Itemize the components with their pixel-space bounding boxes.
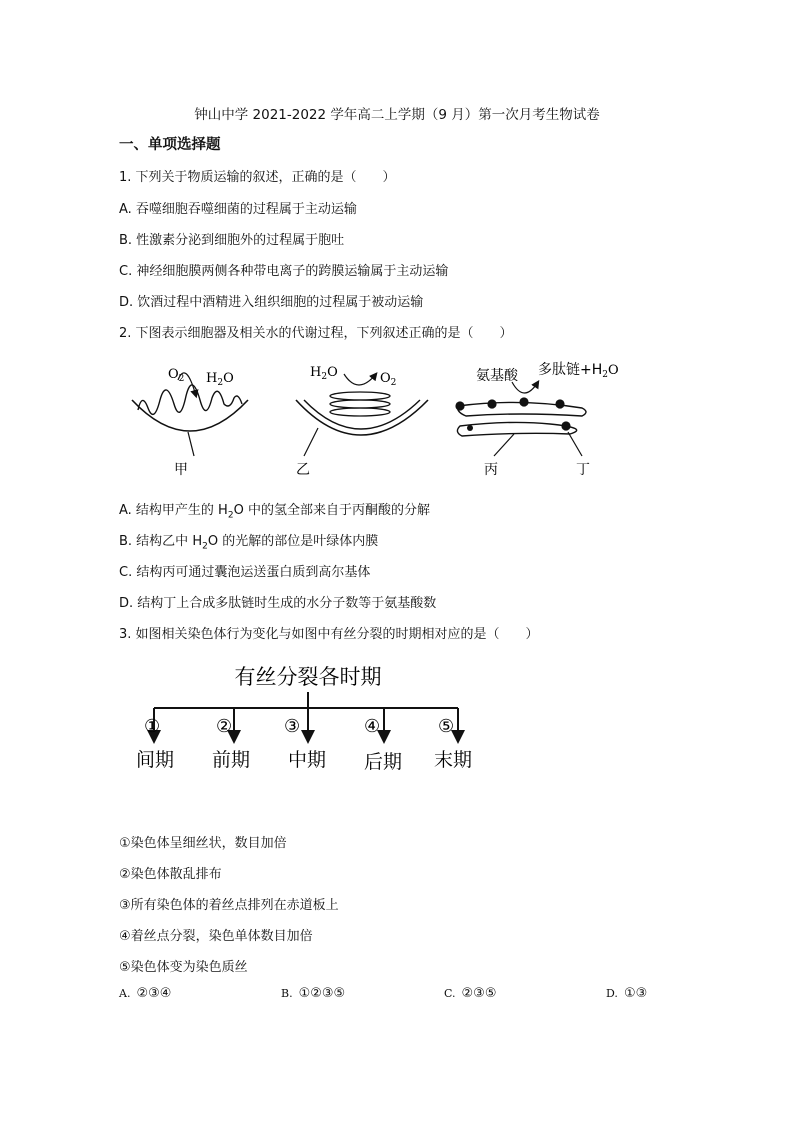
phase-1-name: 间期 bbox=[136, 749, 175, 771]
phase-3-name: 中期 bbox=[288, 749, 327, 771]
phase-4-number: ④ bbox=[364, 716, 381, 737]
mitosis-phase-figure bbox=[128, 656, 488, 776]
q2-option-d: D. 结构丁上合成多肽链时生成的水分子数等于氨基酸数 bbox=[119, 596, 437, 611]
q3-options bbox=[119, 986, 679, 1006]
q3-statement-3: ③所有染色体的着丝点排列在赤道板上 bbox=[119, 898, 339, 913]
phase-5-number: ⑤ bbox=[438, 716, 455, 737]
q1-option-d: D. 饮酒过程中酒精进入组织细胞的过程属于被动运输 bbox=[119, 295, 424, 310]
q2-option-c: C. 结构丙可通过囊泡运送蛋白质到高尔基体 bbox=[119, 565, 371, 580]
q1-option-b: B. 性激素分泌到细胞外的过程属于胞吐 bbox=[119, 233, 345, 248]
mitosis-title: 有丝分裂各时期 bbox=[234, 665, 382, 689]
bing-reactant: 氨基酸 bbox=[476, 368, 518, 384]
label-yi: 乙 bbox=[296, 462, 310, 478]
q2-option-b: B. 结构乙中 $H_2O$ 的光解的部位是叶绿体内膜 bbox=[119, 534, 379, 552]
q3-stem: 3. 如图相关染色体行为变化与如图中有丝分裂的时期相对应的是（ ） bbox=[119, 627, 539, 642]
phase-2-name: 前期 bbox=[212, 749, 251, 771]
q1-option-c: C. 神经细胞膜两侧各种带电离子的跨膜运输属于主动运输 bbox=[119, 264, 449, 279]
rough-er-bing bbox=[455, 361, 618, 478]
organelle-figure bbox=[120, 352, 640, 482]
jia-output: $H_2O$ bbox=[206, 371, 234, 388]
q3-option-d: D. ①③ bbox=[606, 986, 648, 1001]
jia-input: $O_2$ bbox=[168, 367, 185, 384]
chloroplast-yi bbox=[296, 365, 428, 478]
phase-3-number: ③ bbox=[284, 716, 301, 737]
phase-2-number: ② bbox=[216, 716, 233, 737]
q3-option-a: A. ②③④ bbox=[119, 986, 172, 1001]
q3-statement-2: ②染色体散乱排布 bbox=[119, 867, 222, 882]
bing-product: 多肽链$+H_2O$ bbox=[538, 362, 619, 380]
q3-option-c: C. ②③⑤ bbox=[444, 986, 497, 1001]
q3-statement-5: ⑤染色体变为染色质丝 bbox=[119, 960, 248, 975]
yi-input: $H_2O$ bbox=[310, 365, 338, 382]
q2-stem: 2. 下图表示细胞器及相关水的代谢过程，下列叙述正确的是（ ） bbox=[119, 326, 513, 341]
ribosome-ding bbox=[561, 421, 570, 430]
section-heading: 一、单项选择题 bbox=[119, 137, 221, 153]
q1-option-a: A. 吞噬细胞吞噬细菌的过程属于主动运输 bbox=[119, 202, 357, 217]
q3-option-b: B. ①②③⑤ bbox=[281, 986, 346, 1001]
q3-statement-4: ④着丝点分裂，染色单体数目加倍 bbox=[119, 929, 313, 944]
label-jia: 甲 bbox=[174, 462, 188, 478]
phase-1-number: ① bbox=[144, 716, 161, 737]
phase-5-name: 末期 bbox=[434, 749, 473, 771]
label-ding: 丁 bbox=[576, 462, 590, 478]
phase-4-name: 后期 bbox=[364, 751, 403, 773]
yi-output: $O_2$ bbox=[380, 371, 397, 388]
q3-statement-1: ①染色体呈细丝状，数目加倍 bbox=[119, 836, 287, 851]
q1-stem: 1. 下列关于物质运输的叙述，正确的是（ ） bbox=[119, 170, 396, 185]
q2-option-a: A. 结构甲产生的 $H_2O$ 中的氢全部来自于丙酮酸的分解 bbox=[119, 503, 430, 521]
mitochondrion-jia bbox=[132, 367, 248, 478]
exam-title: 钟山中学 2021-2022 学年高二上学期（9 月）第一次月考生物试卷 bbox=[194, 107, 600, 123]
label-bing: 丙 bbox=[484, 462, 498, 478]
